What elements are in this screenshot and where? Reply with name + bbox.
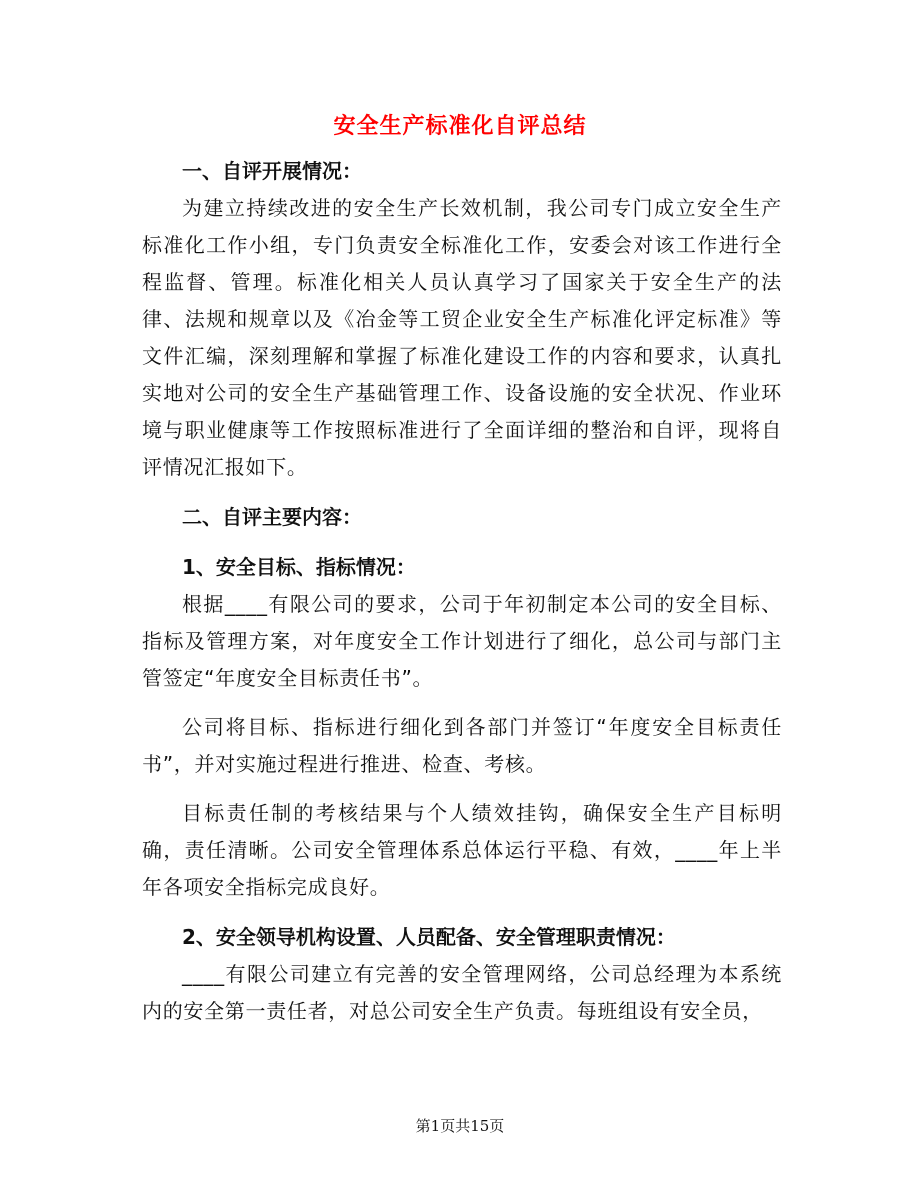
subsection-1-paragraph-3: 目标责任制的考核结果与个人绩效挂钩，确保安全生产目标明确，责任清晰。公司安全管理体系总体运行平稳、有效，____年上半年各项安全指标完成良好。: [142, 801, 782, 899]
page-number-footer: 第1页共15页: [415, 1117, 505, 1135]
document-title: 安全生产标准化自评总结: [333, 114, 587, 139]
subsection-heading-2: 2、安全领导机构设置、人员配备、安全管理职责情况：: [182, 925, 676, 949]
subsection-1-paragraph-1: 根据____有限公司的要求，公司于年初制定本公司的安全目标、指标及管理方案，对年度安全工作计划进行了细化，总公司与部门主管签定“年度安全目标责任书”。: [142, 592, 782, 690]
subsection-heading-1: 1、安全目标、指标情况：: [182, 555, 416, 579]
document-body: [142, 152, 782, 1030]
subsection-1-paragraph-2: 公司将目标、指标进行细化到各部门并签订“年度安全目标责任书”，并对实施过程进行推进、检查、考核。: [142, 715, 782, 776]
section-heading-1: 一、自评开展情况：: [182, 159, 362, 183]
section-1-paragraph: 为建立持续改进的安全生产长效机制，我公司专门成立安全生产标准化工作小组，专门负责安全标准化工作，安委会对该工作进行全程监督、管理。标准化相关人员认真学习了国家关于安全生产的法律、法规和规章以及《冶金等工贸企业安全生产标准化评定标准》等文件汇编，深刻理解和掌握了标准化建设工作的内容和要求，认真扎实地对公司的安全生产基础管理工作、设备设施的安全状况、作业环境与职业健康等工作按照标准进行了全面详细的整治和自评，现将自评情况汇报如下。: [142, 196, 782, 479]
subsection-2-paragraph-1: ____有限公司建立有完善的安全管理网络，公司总经理为本系统内的安全第一责任者，对总公司安全生产负责。每班组设有安全员，: [142, 962, 782, 1023]
section-heading-2: 二、自评主要内容：: [182, 505, 362, 529]
